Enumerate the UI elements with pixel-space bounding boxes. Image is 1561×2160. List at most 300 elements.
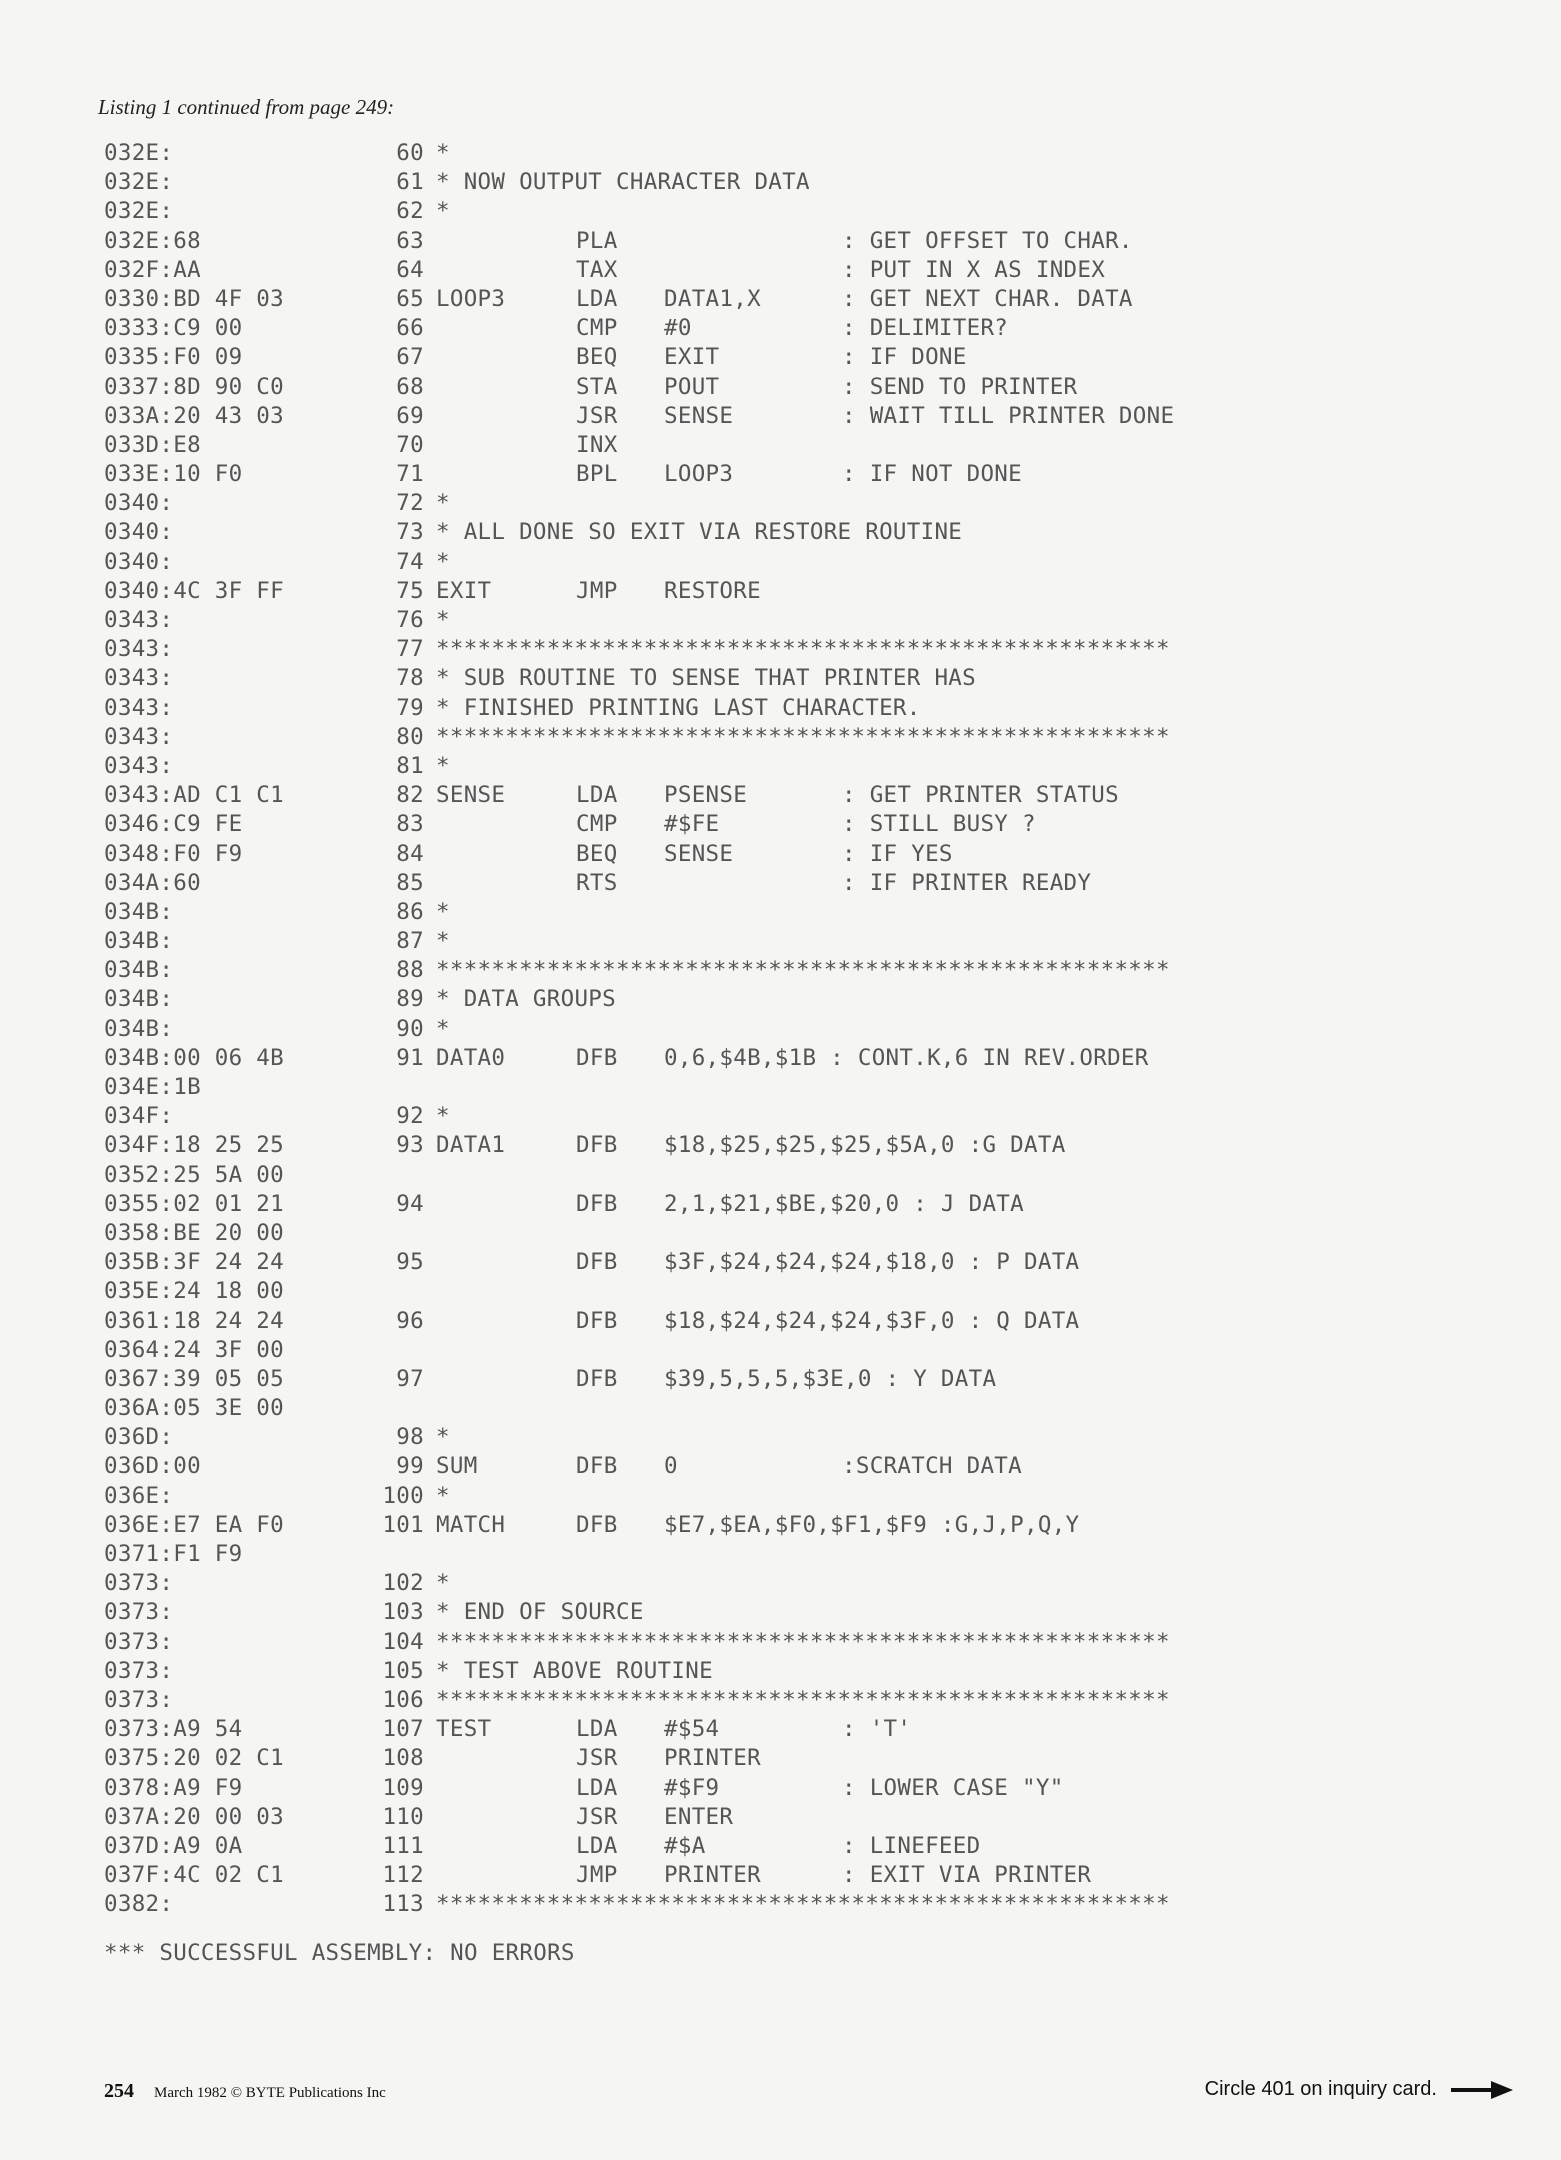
line-address: 0340: bbox=[104, 519, 174, 546]
line-number: 68 bbox=[396, 373, 424, 400]
line-number: 103 bbox=[382, 1599, 424, 1626]
line-label bbox=[436, 402, 576, 431]
line-address: 0343: bbox=[104, 723, 174, 750]
line-operand bbox=[664, 227, 842, 256]
line-text: * bbox=[436, 198, 450, 225]
line-operand: #$54 bbox=[664, 1716, 720, 1743]
line-address: 0340:4C 3F FF bbox=[104, 577, 284, 604]
line-number bbox=[370, 1336, 436, 1365]
line-text: ***************************************************** bbox=[436, 1686, 1170, 1713]
line-text: * bbox=[436, 898, 450, 925]
line-label bbox=[436, 1744, 576, 1773]
line-opcode: RTS bbox=[576, 869, 618, 896]
line-number: 84 bbox=[396, 840, 424, 867]
line-operand: EXIT bbox=[664, 344, 720, 371]
line-number bbox=[370, 1540, 436, 1569]
line-number: 64 bbox=[396, 256, 424, 283]
line-address: 0378:A9 F9 bbox=[104, 1774, 243, 1801]
line-label bbox=[436, 373, 576, 402]
line-number: 107 bbox=[382, 1716, 424, 1743]
line-text: * bbox=[436, 1482, 450, 1509]
listing-line bbox=[104, 139, 1174, 168]
line-text: * bbox=[436, 548, 450, 575]
line-operand bbox=[664, 869, 842, 898]
line-number: 60 bbox=[396, 140, 424, 166]
line-operand: 2,1,$21,$BE,$20,0 : J DATA bbox=[664, 1190, 1024, 1217]
line-number: 99 bbox=[396, 1453, 424, 1480]
line-opcode: STA bbox=[576, 373, 618, 400]
line-text: * bbox=[436, 928, 450, 955]
line-opcode: LDA bbox=[576, 1832, 618, 1859]
listing-line bbox=[104, 810, 1174, 839]
line-address: 032E: bbox=[104, 169, 174, 196]
line-label bbox=[436, 1803, 576, 1832]
listing-line bbox=[104, 1190, 1174, 1219]
line-label bbox=[436, 460, 576, 489]
line-opcode: BPL bbox=[576, 461, 618, 488]
line-opcode: JSR bbox=[576, 1745, 618, 1772]
listing-line bbox=[104, 1452, 1174, 1481]
line-operand: #0 bbox=[664, 315, 692, 342]
line-operand: #$FE bbox=[664, 811, 720, 838]
line-number: 83 bbox=[396, 811, 424, 838]
line-label: EXIT bbox=[436, 577, 492, 604]
line-opcode: LDA bbox=[576, 1716, 618, 1743]
line-text: * bbox=[436, 752, 450, 779]
line-number: 71 bbox=[396, 461, 424, 488]
line-number: 102 bbox=[382, 1570, 424, 1597]
line-opcode: INX bbox=[576, 431, 618, 458]
listing-line bbox=[104, 518, 1174, 547]
listing-line bbox=[104, 373, 1174, 402]
listing-line bbox=[104, 1423, 1174, 1452]
line-text: * FINISHED PRINTING LAST CHARACTER. bbox=[436, 694, 921, 721]
line-address: 037A:20 00 03 bbox=[104, 1803, 284, 1830]
line-label bbox=[436, 431, 576, 460]
line-address: 0373: bbox=[104, 1686, 174, 1713]
line-number: 108 bbox=[382, 1745, 424, 1772]
listing-line bbox=[104, 314, 1174, 343]
line-number: 63 bbox=[396, 227, 424, 254]
line-text: * DATA GROUPS bbox=[436, 986, 616, 1013]
listing-line bbox=[104, 869, 1174, 898]
listing-line bbox=[104, 168, 1174, 197]
line-operand: PRINTER bbox=[664, 1862, 761, 1889]
line-address: 0343: bbox=[104, 694, 174, 721]
line-label bbox=[436, 1365, 576, 1394]
line-number: 101 bbox=[382, 1511, 424, 1538]
line-address: 0337:8D 90 C0 bbox=[104, 373, 284, 400]
line-address: 0343:AD C1 C1 bbox=[104, 782, 284, 809]
line-label: SUM bbox=[436, 1453, 478, 1480]
line-comment: : IF DONE bbox=[842, 344, 967, 371]
line-comment: : DELIMITER? bbox=[842, 315, 1009, 342]
line-label bbox=[436, 1861, 576, 1890]
line-label: LOOP3 bbox=[436, 285, 506, 312]
inquiry-note bbox=[1205, 2078, 1513, 2101]
listing-line bbox=[104, 1569, 1174, 1598]
line-address: 033A:20 43 03 bbox=[104, 402, 284, 429]
line-number: 109 bbox=[382, 1774, 424, 1801]
line-number: 92 bbox=[396, 1103, 424, 1130]
line-address: 0330:BD 4F 03 bbox=[104, 285, 284, 312]
line-address: 034B: bbox=[104, 957, 174, 984]
line-number: 61 bbox=[396, 169, 424, 196]
line-number: 86 bbox=[396, 898, 424, 925]
line-label bbox=[436, 869, 576, 898]
line-address: 033E:10 F0 bbox=[104, 461, 243, 488]
listing-line bbox=[104, 1394, 1174, 1423]
line-number: 87 bbox=[396, 928, 424, 955]
line-address: 0375:20 02 C1 bbox=[104, 1745, 284, 1772]
listing-line bbox=[104, 431, 1174, 460]
line-number bbox=[370, 1073, 436, 1102]
line-opcode: DFB bbox=[576, 1249, 618, 1276]
line-number: 66 bbox=[396, 315, 424, 342]
line-label bbox=[436, 1774, 576, 1803]
line-operand: 0,6,$4B,$1B : CONT.K,6 IN REV.ORDER bbox=[664, 1044, 1149, 1071]
line-comment: : IF YES bbox=[842, 840, 953, 867]
line-operand: SENSE bbox=[664, 402, 734, 429]
listing-line bbox=[104, 1540, 1174, 1569]
listing-line bbox=[104, 1365, 1174, 1394]
line-operand: #$F9 bbox=[664, 1774, 720, 1801]
line-number: 76 bbox=[396, 607, 424, 633]
listing-line bbox=[104, 1102, 1174, 1131]
line-operand: $18,$25,$25,$25,$5A,0 :G DATA bbox=[664, 1132, 1066, 1159]
line-address: 032F:AA bbox=[104, 256, 201, 283]
line-opcode: CMP bbox=[576, 811, 618, 838]
line-label bbox=[436, 1190, 576, 1219]
line-comment: : GET NEXT CHAR. DATA bbox=[842, 285, 1133, 312]
line-label: DATA0 bbox=[436, 1044, 506, 1071]
line-label bbox=[436, 314, 576, 343]
line-opcode: DFB bbox=[576, 1511, 618, 1538]
line-operand bbox=[664, 431, 842, 460]
line-number: 97 bbox=[396, 1365, 424, 1392]
line-opcode: DFB bbox=[576, 1190, 618, 1217]
line-text: ***************************************************** bbox=[436, 957, 1170, 984]
line-address: 0346:C9 FE bbox=[104, 811, 243, 838]
line-number bbox=[370, 1277, 436, 1306]
line-opcode: BEQ bbox=[576, 840, 618, 867]
line-number: 113 bbox=[382, 1891, 424, 1918]
listing-line bbox=[104, 285, 1174, 314]
line-text: * NOW OUTPUT CHARACTER DATA bbox=[436, 169, 810, 196]
line-address: 0382: bbox=[104, 1891, 174, 1918]
line-operand: DATA1,X bbox=[664, 285, 761, 312]
line-address: 036E: bbox=[104, 1482, 174, 1509]
line-opcode: DFB bbox=[576, 1453, 618, 1480]
line-operand: PRINTER bbox=[664, 1745, 761, 1772]
listing-caption: Listing 1 continued from page 249: bbox=[98, 95, 395, 119]
line-address: 036E:E7 EA F0 bbox=[104, 1511, 284, 1538]
listing-line bbox=[104, 1015, 1174, 1044]
line-address: 0343: bbox=[104, 636, 174, 663]
line-address: 032E: bbox=[104, 140, 174, 166]
line-number bbox=[370, 1394, 436, 1423]
line-opcode: DFB bbox=[576, 1307, 618, 1334]
line-address: 0335:F0 09 bbox=[104, 344, 243, 371]
listing-line bbox=[104, 1161, 1174, 1190]
line-address: 0352:25 5A 00 bbox=[104, 1161, 284, 1188]
line-text: * bbox=[436, 1103, 450, 1130]
line-text: * TEST ABOVE ROUTINE bbox=[436, 1657, 713, 1684]
line-number: 79 bbox=[396, 694, 424, 721]
listing-line bbox=[104, 343, 1174, 372]
line-number: 81 bbox=[396, 752, 424, 779]
line-label bbox=[436, 1832, 576, 1861]
listing-line bbox=[104, 1744, 1174, 1773]
line-operand: 0 bbox=[664, 1453, 678, 1480]
line-address: 0343: bbox=[104, 665, 174, 692]
line-number: 105 bbox=[382, 1657, 424, 1684]
line-number bbox=[370, 1161, 436, 1190]
listing-line bbox=[104, 489, 1174, 518]
line-address: 035B:3F 24 24 bbox=[104, 1249, 284, 1276]
listing-line bbox=[104, 1803, 1174, 1832]
line-number: 91 bbox=[396, 1044, 424, 1071]
line-comment: : WAIT TILL PRINTER DONE bbox=[842, 402, 1175, 429]
line-comment: : GET OFFSET TO CHAR. bbox=[842, 227, 1133, 254]
line-address: 0373:A9 54 bbox=[104, 1716, 243, 1743]
line-label: MATCH bbox=[436, 1511, 506, 1538]
listing-line bbox=[104, 1307, 1174, 1336]
line-opcode: JSR bbox=[576, 1803, 618, 1830]
listing-line bbox=[104, 227, 1174, 256]
line-address: 034A:60 bbox=[104, 869, 201, 896]
code-listing bbox=[104, 139, 1174, 1919]
line-address: 034F: bbox=[104, 1103, 174, 1130]
listing-line bbox=[104, 1482, 1174, 1511]
line-text: ***************************************************** bbox=[436, 636, 1170, 663]
line-number: 85 bbox=[396, 869, 424, 896]
line-comment: :SCRATCH DATA bbox=[842, 1453, 1022, 1480]
listing-line bbox=[104, 606, 1174, 635]
line-opcode: LDA bbox=[576, 782, 618, 809]
listing-line bbox=[104, 1248, 1174, 1277]
line-operand: ENTER bbox=[664, 1803, 734, 1830]
listing-line bbox=[104, 781, 1174, 810]
listing-line bbox=[104, 664, 1174, 693]
line-address: 0343: bbox=[104, 607, 174, 633]
listing-line bbox=[104, 1277, 1174, 1306]
line-operand: #$A bbox=[664, 1832, 706, 1859]
listing-line bbox=[104, 1715, 1174, 1744]
line-number: 96 bbox=[396, 1307, 424, 1334]
line-number: 75 bbox=[396, 577, 424, 604]
line-opcode: CMP bbox=[576, 315, 618, 342]
line-opcode: DFB bbox=[576, 1365, 618, 1392]
line-number: 82 bbox=[396, 782, 424, 809]
listing-line bbox=[104, 256, 1174, 285]
line-number: 62 bbox=[396, 198, 424, 225]
line-number: 95 bbox=[396, 1249, 424, 1276]
line-label: SENSE bbox=[436, 782, 506, 809]
line-operand: $3F,$24,$24,$24,$18,0 : P DATA bbox=[664, 1249, 1080, 1276]
line-address: 034B: bbox=[104, 928, 174, 955]
line-comment: : SEND TO PRINTER bbox=[842, 373, 1078, 400]
line-address: 0364:24 3F 00 bbox=[104, 1336, 284, 1363]
listing-line bbox=[104, 1073, 1174, 1102]
listing-line bbox=[104, 197, 1174, 226]
line-label bbox=[436, 256, 576, 285]
line-opcode: PLA bbox=[576, 227, 618, 254]
listing-line bbox=[104, 1336, 1174, 1365]
listing-line bbox=[104, 548, 1174, 577]
line-operand: RESTORE bbox=[664, 577, 761, 604]
line-address: 0340: bbox=[104, 490, 174, 517]
line-address: 033D:E8 bbox=[104, 431, 201, 458]
page-footer bbox=[104, 2080, 386, 2103]
line-text: * ALL DONE SO EXIT VIA RESTORE ROUTINE bbox=[436, 519, 963, 546]
line-operand: $18,$24,$24,$24,$3F,0 : Q DATA bbox=[664, 1307, 1080, 1334]
listing-line bbox=[104, 927, 1174, 956]
line-operand: $E7,$EA,$F0,$F1,$F9 :G,J,P,Q,Y bbox=[664, 1511, 1080, 1538]
line-text: * bbox=[436, 140, 450, 166]
listing-line bbox=[104, 1861, 1174, 1890]
line-number: 74 bbox=[396, 548, 424, 575]
line-number: 104 bbox=[382, 1628, 424, 1655]
line-number: 78 bbox=[396, 665, 424, 692]
listing-line bbox=[104, 1832, 1174, 1861]
issue-credit: March 1982 © BYTE Publications Inc bbox=[154, 2085, 386, 2101]
line-opcode: DFB bbox=[576, 1132, 618, 1159]
line-number: 80 bbox=[396, 723, 424, 750]
line-number: 100 bbox=[382, 1482, 424, 1509]
line-label bbox=[436, 810, 576, 839]
line-opcode: LDA bbox=[576, 285, 618, 312]
line-opcode: JSR bbox=[576, 402, 618, 429]
listing-line bbox=[104, 1044, 1174, 1073]
line-comment: : LINEFEED bbox=[842, 1832, 981, 1859]
line-address: 036A:05 3E 00 bbox=[104, 1395, 284, 1422]
listing-line bbox=[104, 402, 1174, 431]
line-text: * SUB ROUTINE TO SENSE THAT PRINTER HAS bbox=[436, 665, 976, 692]
line-text: * bbox=[436, 1570, 450, 1597]
line-comment: : GET PRINTER STATUS bbox=[842, 782, 1119, 809]
line-opcode: LDA bbox=[576, 1774, 618, 1801]
line-number: 112 bbox=[382, 1862, 424, 1889]
line-comment: : STILL BUSY ? bbox=[842, 811, 1036, 838]
line-comment: : LOWER CASE "Y" bbox=[842, 1774, 1064, 1801]
line-opcode: DFB bbox=[576, 1044, 618, 1071]
line-comment: : EXIT VIA PRINTER bbox=[842, 1862, 1092, 1889]
line-number: 98 bbox=[396, 1424, 424, 1451]
line-text: * bbox=[436, 607, 450, 633]
line-address: 0373: bbox=[104, 1570, 174, 1597]
line-number: 65 bbox=[396, 285, 424, 312]
line-number: 69 bbox=[396, 402, 424, 429]
listing-line bbox=[104, 1131, 1174, 1160]
line-address: 035E:24 18 00 bbox=[104, 1278, 284, 1305]
line-opcode: BEQ bbox=[576, 344, 618, 371]
line-label bbox=[436, 343, 576, 372]
line-text: * bbox=[436, 490, 450, 517]
line-address: 034F:18 25 25 bbox=[104, 1132, 284, 1159]
line-number: 111 bbox=[382, 1832, 424, 1859]
line-number: 106 bbox=[382, 1686, 424, 1713]
line-comment: : PUT IN X AS INDEX bbox=[842, 256, 1106, 283]
line-address: 0367:39 05 05 bbox=[104, 1365, 284, 1392]
line-address: 034B: bbox=[104, 986, 174, 1013]
line-opcode: JMP bbox=[576, 1862, 618, 1889]
line-text: ***************************************************** bbox=[436, 723, 1170, 750]
line-operand bbox=[664, 256, 842, 285]
line-address: 036D: bbox=[104, 1424, 174, 1451]
line-label: TEST bbox=[436, 1716, 492, 1743]
line-operand: LOOP3 bbox=[664, 461, 734, 488]
line-number: 73 bbox=[396, 519, 424, 546]
line-label bbox=[436, 1307, 576, 1336]
line-opcode: TAX bbox=[576, 256, 618, 283]
listing-line bbox=[104, 723, 1174, 752]
listing-line bbox=[104, 635, 1174, 664]
line-text: ***************************************************** bbox=[436, 1628, 1170, 1655]
line-address: 032E:68 bbox=[104, 227, 201, 254]
line-address: 034E:1B bbox=[104, 1074, 201, 1100]
listing-line bbox=[104, 840, 1174, 869]
line-address: 034B: bbox=[104, 898, 174, 925]
line-address: 037D:A9 0A bbox=[104, 1832, 243, 1859]
line-number: 94 bbox=[396, 1190, 424, 1217]
line-address: 0343: bbox=[104, 752, 174, 779]
line-label: DATA1 bbox=[436, 1132, 506, 1159]
line-address: 0358:BE 20 00 bbox=[104, 1219, 284, 1246]
line-address: 034B:00 06 4B bbox=[104, 1044, 284, 1071]
line-number: 110 bbox=[382, 1803, 424, 1830]
line-text: * bbox=[436, 1015, 450, 1042]
listing-line bbox=[104, 460, 1174, 489]
line-number: 89 bbox=[396, 986, 424, 1013]
listing-line bbox=[104, 898, 1174, 927]
right-arrow-icon bbox=[1451, 2080, 1513, 2100]
listing-line bbox=[104, 752, 1174, 781]
line-text: ***************************************************** bbox=[436, 1891, 1170, 1918]
listing-line bbox=[104, 694, 1174, 723]
listing-line bbox=[104, 1219, 1174, 1248]
line-number: 67 bbox=[396, 344, 424, 371]
line-number: 77 bbox=[396, 636, 424, 663]
line-operand: SENSE bbox=[664, 840, 734, 867]
line-address: 0371:F1 F9 bbox=[104, 1541, 243, 1567]
line-text: * bbox=[436, 1424, 450, 1451]
line-text: * END OF SOURCE bbox=[436, 1599, 644, 1626]
assembly-result: *** SUCCESSFUL ASSEMBLY: NO ERRORS bbox=[104, 1940, 575, 1966]
line-address: 032E: bbox=[104, 198, 174, 225]
line-address: 0373: bbox=[104, 1628, 174, 1655]
listing-line bbox=[104, 1657, 1174, 1686]
line-address: 0348:F0 F9 bbox=[104, 840, 243, 867]
listing-line bbox=[104, 1511, 1174, 1540]
listing-line bbox=[104, 1628, 1174, 1657]
listing-line bbox=[104, 1890, 1174, 1919]
line-number: 93 bbox=[396, 1132, 424, 1159]
line-label bbox=[436, 227, 576, 256]
line-address: 034B: bbox=[104, 1015, 174, 1042]
page-number: 254 bbox=[104, 2080, 134, 2102]
listing-line bbox=[104, 577, 1174, 606]
line-number bbox=[370, 1219, 436, 1248]
line-comment: : 'T' bbox=[842, 1716, 912, 1743]
line-operand: PSENSE bbox=[664, 782, 748, 809]
listing-line bbox=[104, 1598, 1174, 1627]
line-number: 88 bbox=[396, 957, 424, 984]
listing-line bbox=[104, 1774, 1174, 1803]
line-number: 70 bbox=[396, 431, 424, 458]
line-comment: : IF PRINTER READY bbox=[842, 869, 1092, 896]
line-operand: POUT bbox=[664, 373, 720, 400]
